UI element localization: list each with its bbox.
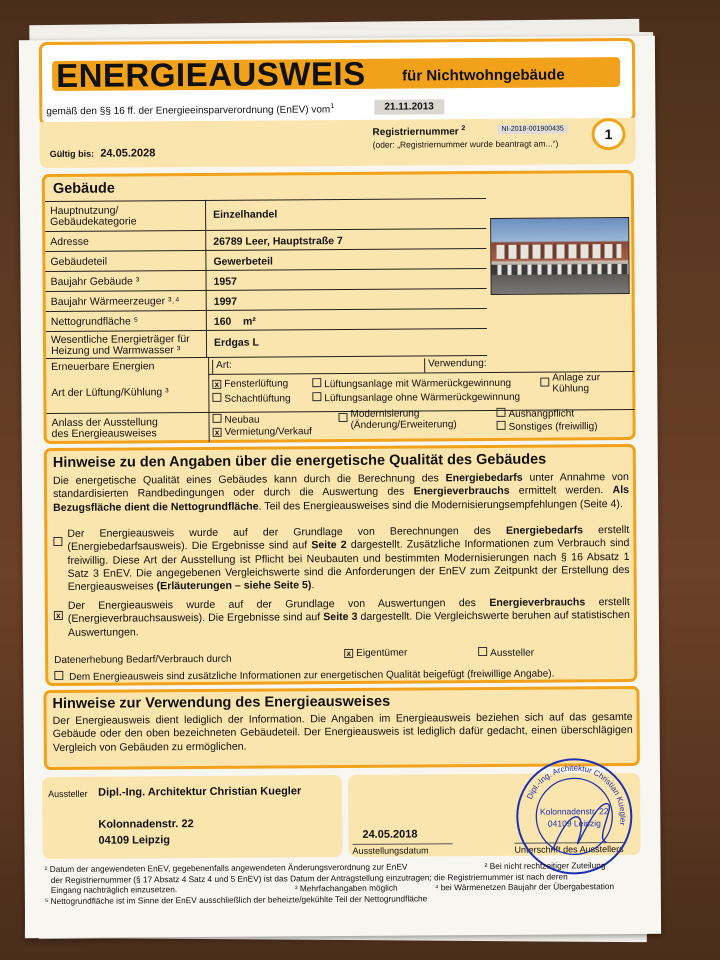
issuer-name: Dipl.-Ing. Architektur Christian Kuegler <box>98 785 302 799</box>
row-energy-carriers: Wesentliche Energieträger für Heizung und Warmwasser ³ Erdgas L <box>46 328 487 359</box>
cooling-system-checkbox[interactable]: Anlage zur Kühlung <box>552 372 600 394</box>
building-photo <box>490 217 630 295</box>
row-usage: Hauptnutzung/ Gebäudekategorie Einzelhandel <box>45 198 486 231</box>
issue-date-label: Ausstellungsdatum <box>352 843 452 856</box>
occasion-rent-sale-checkbox[interactable]: xVermietung/Verkauf <box>213 426 312 438</box>
issuer-city: 04109 Leipzig <box>98 834 171 847</box>
occasion-modernisation-checkbox[interactable]: Modernisierung (Änderung/Erweiterung) <box>350 408 456 431</box>
row-net-floor-area: Nettogrundfläche ⁵ 160 m² <box>46 308 487 331</box>
data-collection-label: Datenerhebung Bedarf/Verbrauch durch <box>54 653 232 666</box>
stamp-line2: 04109 Leipzig <box>547 818 601 829</box>
quality-notes-header: Hinweise zu den Angaben über die energetische Qualität des Gebäudes <box>52 451 547 472</box>
occasion-posting-duty-checkbox[interactable]: Aushangpflicht <box>496 407 574 420</box>
row-address: Adresse 26789 Leer, Hauptstraße 7 <box>45 228 486 251</box>
footnote-2: ² Bei nicht rechtzeitiger Zuteilung <box>484 860 606 871</box>
footnote-1c: Eingang nachträglich einzusetzen. <box>50 884 178 896</box>
usage-notes-text: Der Energieausweis dient lediglich der Information. Die Angaben im Energieausweis beziehen sich auf das gesamte Gebäude oder den oben bezeichneten Gebäudeteil. Der Energieausweis ist lediglich dafür gedacht, einen überschlägigen Vergleich von Gebäuden zu ermöglichen. <box>52 710 633 754</box>
occasion-row: Anlass der Ausstellung des Energieausweises Neubau Modernisierung (Änderung/Erweiterung) Aushangpflicht xVermietung/Verkauf Sonstiges (freiwillig) <box>46 411 634 445</box>
quality-intro-text: Die energetische Qualität eines Gebäudes kann durch die Berechnung des Energiebedarfs unter Annahme von standardisierten Randbedingungen oder durch die Auswertung des Energieverbrauchs ermittelt werden. Als Bezugsfläche dient die Nettogrundfläche. Teil des Energieausweises sind die Modernisierungsempfehlungen (Seite 4). <box>52 470 630 514</box>
ventilation-shaft-checkbox[interactable]: Schachtlüftung <box>212 392 290 405</box>
additional-info-checkbox[interactable]: Dem Energieausweis sind zusätzliche Informationen zur energetischen Qualität beigefügt (freiwillige Angabe). <box>54 667 634 683</box>
registration-note: (oder: „Registriernummer wurde beantragt am...“) <box>372 138 559 150</box>
footnote-1: ¹ Datum der angewendeten EnEV, gegebenenfalls angewendeten Änderungsverordnung zur EnEV <box>44 861 408 875</box>
signature-label: Unterschrift des Ausstellers <box>514 844 624 855</box>
row-year-building: Baujahr Gebäude ³ 1957 <box>45 268 486 291</box>
building-header: Gebäude <box>52 180 116 197</box>
renewable-row: Erneuerbare Energien Art: Verwendung: <box>51 357 487 374</box>
legal-basis: gemäß den §§ 16 ff. der Energieeinsparverordnung (EnEV) vom$^1$ <box>46 103 335 118</box>
demand-option-text: Der Energieausweis wurde auf der Grundlage von Berechnungen des Energiebedarfs erstellt (Energiebedarfsausweis). Die Ergebnisse sind auf Seite 2 dargestellt. Zusätzliche Informationen zum Verbrauch sind freiwillig. Diese Art der Ausstellung ist Pflicht bei Neubauten und bestimmten Modernisierungen nach § 16 Absatz 1 Satz 3 EnEV. Die angegebenen Vergleichswerte sind die Anforderungen der EnEV zum Zeitpunkt der Erstellung des Energieausweises (Erläuterungen – siehe Seite 5). <box>67 523 630 594</box>
ventilation-heat-recovery-checkbox[interactable]: Lüftungsanlage mit Wärmerückgewinnung <box>312 377 511 390</box>
issuer-label: Aussteller <box>48 788 88 800</box>
registration-number: NI-2018-001900435 <box>497 124 567 133</box>
enev-date: 21.11.2013 <box>374 99 444 114</box>
page-number-badge: 1 <box>591 118 625 150</box>
demand-option-checkbox[interactable] <box>53 533 65 551</box>
footnote-1b: der Registriernummer (§ 17 Absatz 4 Satz 4 und 5 EnEV) ist das Datum der Antragstellung einzutragen; die Registriernummer ist nach deren <box>50 870 568 885</box>
issue-date: 24.05.2018 <box>362 828 418 841</box>
ventilation-row: Art der Lüftung/Kühlung ³ xFensterlüftung Lüftungsanlage mit Wärmerückgewinnung Anlage zur Kühlung Schachtlüftung Lüftungsanlage ohne Wärmerückgewinnung <box>46 373 634 413</box>
page-subtitle: für Nichtwohngebäude <box>402 66 565 85</box>
usage-notes-header: Hinweise zur Verwendung des Energieausweises <box>52 693 391 713</box>
registration-box <box>39 118 635 168</box>
data-collection-issuer-checkbox[interactable]: Aussteller <box>478 647 534 659</box>
row-building-part: Gebäudeteil Gewerbeteil <box>45 248 486 271</box>
stamp-ring-text: Dipl.-Ing. Architektur Christian Kuegler <box>524 763 628 826</box>
energy-certificate-page <box>19 36 661 938</box>
footnote-3: ³ Mehrfachangaben möglich <box>294 882 398 894</box>
building-table <box>45 198 487 383</box>
occasion-other-checkbox[interactable]: Sonstiges (freiwillig) <box>497 420 598 433</box>
consumption-option-checkbox[interactable] <box>54 605 66 623</box>
ventilation-window-checkbox[interactable]: xFensterlüftung <box>212 378 288 390</box>
quality-notes-section <box>44 444 638 686</box>
footnote-5: ⁵ Nettogrundfläche ist im Sinne der EnEV ausschließlich der beheizte/gekühlte Teil der Nettogrundfläche <box>44 892 428 906</box>
consumption-option-text: Der Energieausweis wurde auf der Grundlage von Auswertungen des Energieverbrauchs erstellt (Energieverbrauchsausweis). Die Ergebnisse sind auf Seite 3 dargestellt. Die Vergleichswerte beruhen auf statistischen Auswertungen. <box>67 595 630 639</box>
ventilation-no-recovery-checkbox[interactable]: Lüftungsanlage ohne Wärmerückgewinnung <box>312 391 520 404</box>
registration-label: Registriernummer $^2$ <box>372 125 466 139</box>
building-section <box>42 170 636 444</box>
valid-until: Gültig bis: 24.05.2028 <box>49 147 156 160</box>
page-title: ENERGIEAUSWEIS <box>55 54 366 94</box>
footnote-4: ⁴ bei Wärmenetzen Baujahr der Übergabestation <box>434 881 615 893</box>
footnotes <box>45 860 645 906</box>
issuer-box <box>42 775 343 859</box>
stamp-line1: Kolonnadenstr. 22 <box>539 806 609 817</box>
issuer-street: Kolonnadenstr. 22 <box>98 818 194 831</box>
data-collection-owner-checkbox[interactable]: xEigentümer <box>344 648 407 659</box>
title-box <box>39 38 636 126</box>
row-year-generator: Baujahr Wärmeerzeuger ³˒⁴ 1997 <box>46 288 487 311</box>
occasion-new-building-checkbox[interactable]: Neubau <box>212 414 259 426</box>
